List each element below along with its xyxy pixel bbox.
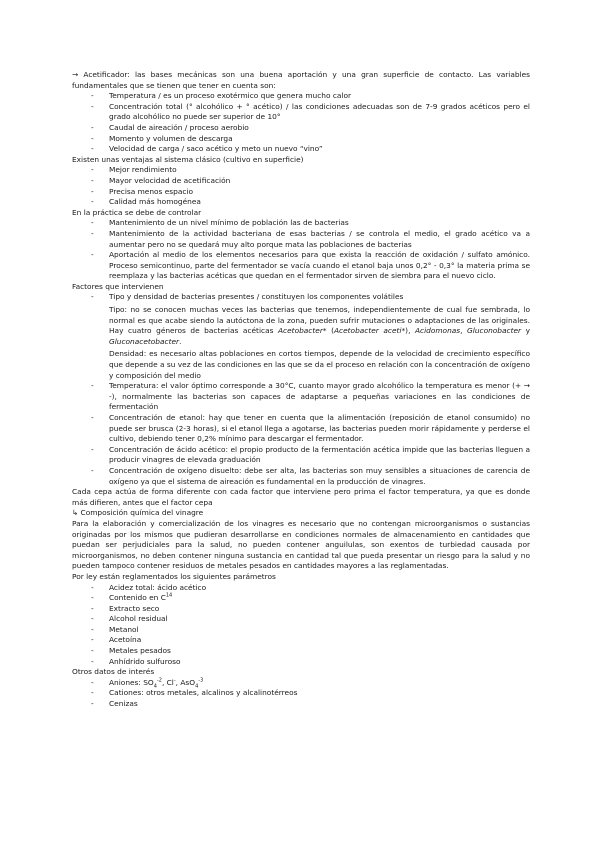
bullet-dash: - — [91, 133, 94, 143]
list-item: - Calidad más homogénea — [91, 197, 201, 207]
densidad-paragraph: Densidad: es necesario altas poblaciones en cortos tiempos, depende de la velocidad de crecimiento específico que depende a su vez de las condiciones en las que se da el proceso en relación con la concentración de oxígeno y composición del medio — [109, 349, 530, 380]
bullet-dash: - — [91, 250, 94, 260]
bullet-dash: - — [91, 444, 94, 454]
bullet-dash: - — [91, 656, 94, 666]
list-item: - Concentración de etanol: hay que tener en cuenta que la alimentación (reposición de etanol consumido) no puede ser brusca (2-3 horas), si el etanol llega a agotarse, las bacterias pueden morir rápidamente y perderse el cultivo, debiendo tener 0,2% mínimo para descargar el fermentador. — [91, 413, 530, 444]
bullet-dash: - — [91, 218, 94, 228]
cepa-paragraph: Cada cepa actúa de forma diferente con cada factor que interviene pero prima el factor temperatura, ya que es donde más difieren, antes que el factor cepa — [72, 487, 530, 507]
bullet-dash: - — [91, 91, 94, 101]
list-item: - Precisa menos espacio — [91, 186, 194, 196]
list-item: - Mantenimiento de la actividad bacteriana de esas bacterias / se controla el medio, el grado acético va a aumentar pero no se quedará muy alto porque mata las poblaciones de bacterias — [91, 228, 530, 249]
list-item: - Contenido en $C^{14}$ — [91, 592, 173, 603]
list-item: - Momento y volumen de descarga — [91, 133, 233, 143]
list-item: - Caudal de aireación / proceso aerobio — [91, 122, 249, 132]
bullet-dash: - — [91, 292, 94, 302]
bullet-dash: - — [91, 582, 94, 592]
intro-paragraph: → Acetificador: las bases mecánicas son una buena aportación y una gran superficie de contacto. Las variables fundamentales que se tienen que tener en cuenta son: — [72, 70, 530, 90]
composicion-paragraph: Para la elaboración y comercialización de los vinagres es necesario que no contengan microorganismos o sustancias originadas por los mismos que pudieran desarrollarse en condiciones normales de almacenamiento en cantidades que puedan ser perjudiciales para la salud, no pueden contener anguilulas, son exentos de turbiedad causada por microorganismos, no deben contener ninguna sustancia en cantidad tal que pueda presentar un riesgo para la salud y no pueden tampoco contener residuos de metales pesados en cantidades mayores a las reglamentadas. — [72, 518, 530, 571]
list-item: - Mantenimiento de un nivel mínimo de población las de bacterias — [91, 218, 349, 228]
list-item: - Cenizas — [91, 699, 138, 709]
list-item: - Velocidad de carga / saco acético y meto un nuevo “vino” — [91, 144, 323, 154]
bullet-dash: - — [91, 228, 94, 238]
list-item: - Concentración de oxígeno disuelto: debe ser alta, las bacterias son muy sensibles a situaciones de carencia de oxígeno ya que el sistema de aireación es fundamental en la producción de vinagres. — [91, 465, 530, 486]
list-item: - Metanol — [91, 624, 139, 634]
list-item: - Temperatura: el valor óptimo corresponde a 30°C, cuanto mayor grado alcohólico la temperatura es menor (+ → -), normalmente las bacterias son capaces de adaptarse a pequeñas variaciones en las condiciones de fermentación — [91, 381, 530, 412]
bullet-dash: - — [91, 186, 94, 196]
bullet-dash: - — [91, 699, 94, 709]
bullet-dash: - — [91, 635, 94, 645]
list-item: - Acidez total: ácido acético — [91, 582, 207, 592]
bullet-dash: - — [91, 603, 94, 613]
list-item: - Mejor rendimiento — [91, 165, 177, 175]
bullet-dash: - — [91, 413, 94, 422]
list-item: - Acetoína — [91, 635, 142, 645]
tipo-paragraph: Tipo: no se conocen muchas veces las bacterias que tenemos, independientemente de cual fue sembrada, lo normal es que acabe siendo la autóctona de la zona, pueden sufrir mutaciones o adaptaciones de las originales. Hay cuatro géneros de bacterias acéticas Acetobacter* (Acetobacter aceti*), Acidomonas, Gluconobacter y Gluconacetobacter. — [109, 305, 530, 346]
list-item: - Metales pesados — [91, 646, 171, 656]
document-page — [72, 70, 530, 710]
bullet-dash: - — [91, 175, 94, 185]
bullet-dash: - — [91, 165, 94, 175]
parametros-heading: Por ley están reglamentados los siguientes parámetros — [72, 571, 276, 581]
ventajas-heading: Existen unas ventajas al sistema clásico (cultivo en superficie) — [72, 154, 304, 164]
bullet-dash: - — [91, 677, 94, 687]
list-item: - Concentración total (° alcohólico + ° acético) / las condiciones adecuadas son de 7-9 grados acéticos pero el grado alcohólico no puede ser superior de 10° — [91, 101, 530, 122]
ventajas-list — [72, 165, 530, 207]
list-item: - Mayor velocidad de acetificación — [91, 175, 231, 185]
bullet-dash: - — [91, 614, 94, 624]
list-item: - Temperatura / es un proceso exotérmico que genera mucho calor — [91, 91, 352, 101]
bullet-dash: - — [91, 101, 94, 111]
list-item: - Anhídrido sulfuroso — [91, 656, 181, 666]
variables-list — [72, 91, 530, 155]
list-item: - Aniones: $SO_4^{-2}$, Cl-, AsO$_4^{-3}$ — [91, 677, 204, 690]
list-item: - Tipo y densidad de bacterias presentes / constituyen los componentes volátiles — [91, 292, 404, 302]
bullet-dash: - — [91, 624, 94, 634]
bullet-dash: - — [91, 646, 94, 656]
practica-list — [72, 218, 530, 282]
composicion-title: ↳ Composición química del vinagre — [72, 508, 204, 518]
factores-list — [72, 292, 530, 487]
bullet-dash: - — [91, 122, 94, 132]
practica-heading: En la práctica se debe de controlar — [72, 207, 202, 217]
list-item: - Alcohol residual — [91, 614, 168, 624]
bullet-dash: - — [91, 381, 94, 391]
parametros-list — [72, 583, 530, 668]
list-item: - Concentración de ácido acético: el propio producto de la fermentación acética impide que las bacterias lleguen a producir vinagres de elevada graduación — [91, 444, 530, 465]
list-item: - Cationes: otros metales, alcalinos y alcalinotérreos — [91, 688, 298, 698]
bullet-dash: - — [91, 465, 94, 475]
bullet-dash: - — [91, 144, 94, 154]
bullet-dash: - — [91, 197, 94, 207]
otros-list — [72, 678, 530, 710]
list-item: - Extracto seco — [91, 603, 160, 613]
bullet-dash: - — [91, 593, 94, 603]
list-item: - Aportación al medio de los elementos necesarios para que exista la reacción de oxidación / sulfato amónico. Proceso semicontinuo, parte del fermentador se vacía cuando el etanol baja unos 0,2° - 0,3° la materia prima se reemplaza y las bacterias acéticas que quedan en el fermentador sirven de siembra para el nuevo ciclo. — [91, 250, 530, 281]
bullet-dash: - — [91, 688, 94, 698]
otros-heading: Otros datos de interés — [72, 667, 155, 677]
factores-heading: Factores que intervienen — [72, 281, 164, 291]
